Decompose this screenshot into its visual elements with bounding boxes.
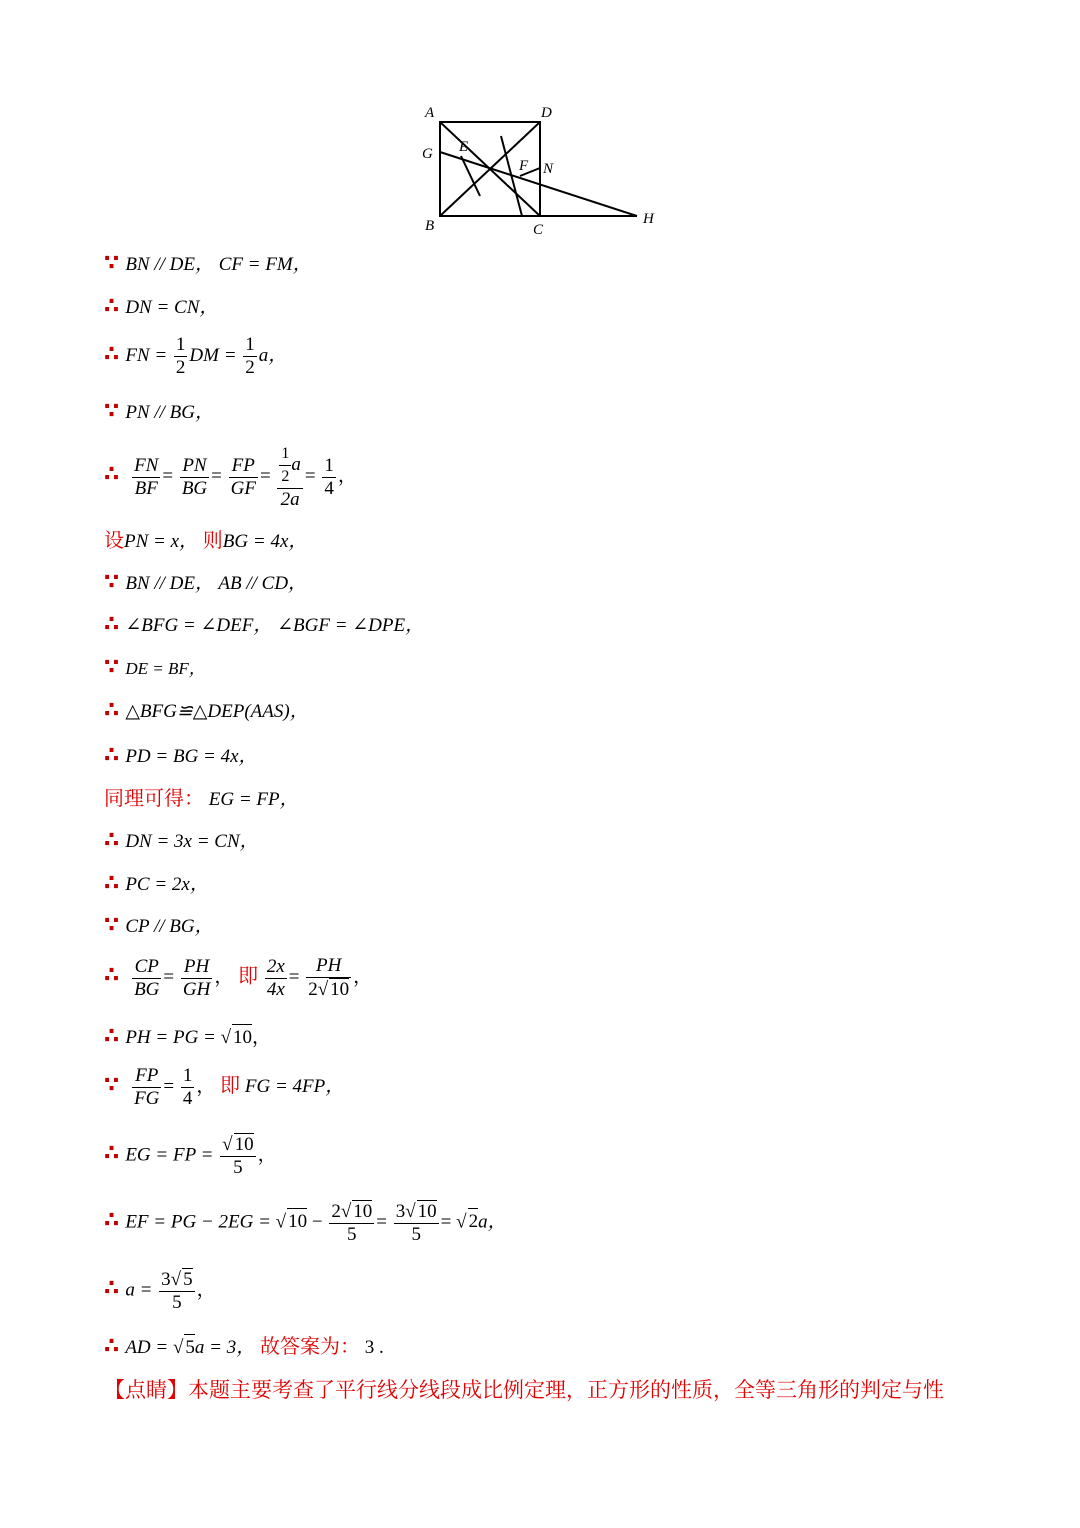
because-symbol: ∵ [104,913,120,938]
fraction [229,455,258,500]
numerator: 3√ 5 [161,1269,193,1290]
denominator: 5 [347,1224,357,1245]
denominator: FG [134,1088,160,1109]
line-gh [440,152,637,216]
denominator: GH [182,978,211,1000]
fraction [279,443,291,488]
red-text: 即 [220,1072,241,1097]
fraction [132,455,160,500]
numerator: FP [132,1065,161,1088]
math-text: PH = PG = [125,1027,216,1048]
label-a: A [425,105,435,121]
numerator: 2√ 10 [331,1201,373,1222]
numerator: √ 10 [222,1134,254,1155]
math-text: PN = x， [124,531,199,552]
math-text: ， [353,966,373,988]
proof-line: ∴ PH = PG = √ 10， [104,1024,272,1049]
proof-line: ∴ $\frac{FN}{BF}$ = $\frac{PN}{BG}$ = $\frac{FP}{GF}$ = $\frac{1}{2}$ a 2a = $\frac{1}{4}$ ， [104,445,357,510]
proof-text: DN = CN， [125,297,219,318]
numerator: PH [306,955,351,978]
coefficient: 3 [395,1201,406,1222]
because-symbol: ∵ [104,1072,120,1098]
coefficient: 2 [308,979,318,1000]
proof-line: ∴ $\frac{CP}{BG}$ = $\frac{PH}{GH}$ ， 即 $\frac{2x}{4x}$ = $\frac{PH}{2√ 10}$ ， [104,955,373,1000]
denominator: 5 [411,1224,421,1245]
proof-line: ∵ $\frac{FP}{FG}$ = $\frac{1}{4}$ ， 即 FG = 4FP， [104,1065,345,1109]
numerator: 1 [324,454,334,476]
fraction [394,1200,439,1246]
fraction [306,955,351,1001]
denominator: 2a [280,489,300,510]
radicand: 5 [184,1334,195,1361]
fraction [243,334,257,379]
math-text: BG = 4x， [222,531,308,552]
proof-line: ∴ EF = PG − 2EG = √ 10 − $\frac{2√ 10}{5}$ = $\frac{3√ 10}{5}$ = √ 2a， [104,1201,507,1245]
numerator: 1 [279,443,291,466]
math-text: ， [257,1144,277,1166]
therefore-symbol: ∴ [104,743,120,768]
proof-line [104,294,218,321]
numerator: 1 [182,1065,193,1086]
because-symbol: ∵ [104,251,120,276]
proof-text: PD = BG = 4x， [125,746,258,767]
proof-text: PN // BG， [125,402,214,423]
red-text: 设 [104,528,124,552]
therefore-symbol: ∴ [104,294,120,319]
therefore-symbol: ∴ [104,341,120,367]
math-text: a [291,453,301,475]
denominator: 4 [182,1088,193,1109]
proof-line [104,1133,277,1179]
math-text: DM = [189,344,237,366]
red-text: 即 [238,963,259,988]
proof-line [104,334,287,379]
math-text: EF = PG − 2EG = [125,1211,271,1233]
denominator: BG [181,477,208,499]
denominator: 2√ 10 [308,979,350,1000]
red-text: 故答案为： [259,1334,360,1358]
fraction [159,1268,194,1314]
dianjing-note: 【点睛】本题主要考查了平行线分线段成比例定理，正方形的性质，全等三角形的判定与性 [104,1378,944,1402]
numerator: FN [134,454,159,476]
therefore-symbol: ∴ [104,1208,120,1234]
denominator: 5 [172,1292,182,1313]
numerator: FP [229,455,258,478]
math-text: EG = FP， [208,789,299,810]
proof-text: PC = 2x， [125,874,209,895]
proof-text: DE = BF， [125,659,206,678]
math-text: a = [125,1279,153,1301]
therefore-symbol: ∴ [104,1334,120,1359]
fraction [181,1065,195,1110]
denominator: 4x [266,978,285,1000]
label-f: F [519,158,529,174]
coefficient: 3 [161,1269,171,1290]
math-text: ， [196,1279,216,1301]
proof-line: ∴ AD = √ 5a = 3， 故答案为： 3 . [104,1334,384,1359]
because-symbol: ∵ [104,399,120,424]
fraction [322,455,336,500]
proof-line [104,828,259,855]
numerator: CP [132,956,161,979]
radicand: 10 [234,1134,254,1155]
numerator: 1 [245,334,255,355]
fraction [180,455,209,500]
math-text: a， [478,1211,507,1233]
math-text: ， [252,1027,272,1048]
geometry-figure [415,98,665,238]
proof-text: BN // DE， CF = FM， [125,254,312,275]
proof-text: ∠BFG = ∠DEF， ∠BGF = ∠DPE， [125,615,425,636]
proof-text: BN // DE， AB // CD， [125,573,308,594]
proof-line [104,698,309,725]
denominator: BG [134,978,160,1000]
proof-text: △BFG≌△DEP(AAS)， [125,701,309,722]
fraction [132,1065,161,1110]
fraction [329,1200,374,1246]
math-text: ， [337,465,357,487]
radicand: 10 [417,1201,437,1222]
numerator: PN [180,455,209,478]
numerator: 2x [266,955,285,977]
numerator: PH [181,956,212,979]
label-d: D [541,105,552,121]
math-text: a， [258,344,288,366]
radicand: 10 [287,1208,307,1235]
proof-line [104,570,307,597]
denominator: 2 [245,357,255,378]
coefficient: 2 [331,1201,341,1222]
radicand: 5 [183,1269,193,1290]
proof-line [104,612,424,639]
proof-text: CP // BG， [125,916,214,937]
because-symbol: ∵ [104,570,120,595]
fraction [220,1133,255,1179]
math-text: EG = FP = [125,1144,214,1166]
because-symbol: ∵ [104,655,120,680]
denominator: 4 [324,477,334,499]
label-n: N [543,161,554,177]
denominator: BF [134,477,158,499]
denominator: 5 [233,1157,243,1178]
math-text: FG = 4FP， [244,1075,345,1097]
math-text: FN = [125,344,168,366]
label-e: E [459,139,469,155]
proof-line [104,399,214,426]
therefore-symbol: ∴ [104,963,120,989]
proof-line [104,913,214,940]
radicand: 10 [330,979,350,1000]
radicand: 2 [468,1208,479,1235]
radicand: 10 [232,1024,252,1051]
therefore-symbol: ∴ [104,462,120,488]
label-g: G [422,146,433,162]
fraction [181,956,212,1001]
red-text: 则 [202,528,223,552]
therefore-symbol: ∴ [104,1141,120,1167]
denominator: 2 [175,357,186,378]
therefore-symbol: ∴ [104,612,120,637]
radicand: 10 [353,1201,373,1222]
fraction [265,956,287,1001]
answer-text: 3 . [364,1337,384,1358]
red-text: 同理可得： [104,786,204,810]
proof-line [104,527,307,555]
label-c: C [533,222,544,238]
therefore-symbol: ∴ [104,698,120,723]
therefore-symbol: ∴ [104,1024,120,1049]
proof-line [104,251,312,278]
label-h: H [643,211,654,227]
proof-line [104,1268,216,1314]
compound-fraction [277,443,303,511]
therefore-symbol: ∴ [104,828,120,853]
numerator: 1 [175,334,186,355]
therefore-symbol: ∴ [104,1276,120,1302]
proof-line [104,871,209,898]
fraction [132,956,161,1001]
denominator: 2 [281,468,290,485]
numerator: 3√ 10 [395,1201,437,1222]
denominator: GF [230,477,256,499]
proof-text: DN = 3x = CN， [125,831,259,852]
math-text: a = 3， [194,1337,256,1358]
therefore-symbol: ∴ [104,871,120,896]
proof-line [104,785,299,813]
label-b: B [425,218,435,234]
fraction [174,334,188,379]
math-text: AD = [125,1337,169,1358]
proof-line [104,743,258,770]
proof-line [104,655,206,682]
